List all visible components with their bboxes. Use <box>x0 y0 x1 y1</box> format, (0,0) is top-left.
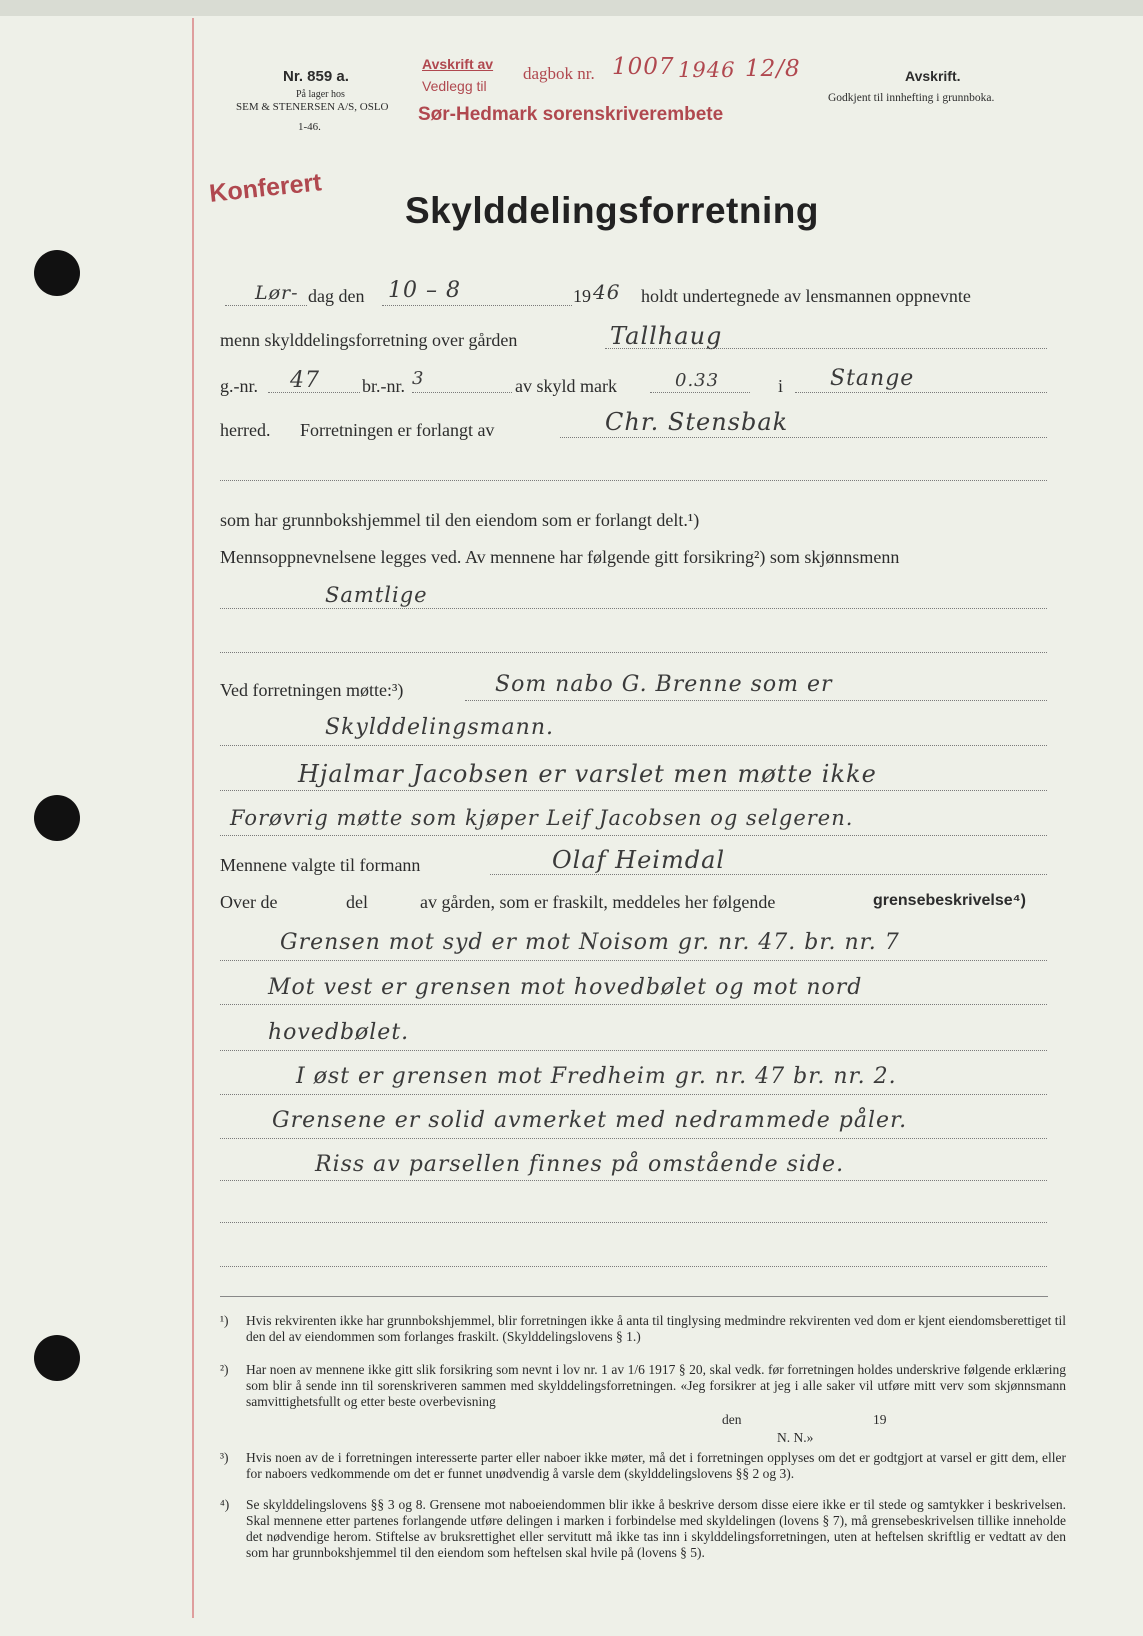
gnr-value: 47 <box>290 368 320 393</box>
label: menn skylddelingsforretning over gården <box>220 330 518 350</box>
day-value: Lør- <box>255 282 299 304</box>
footnote-den: den <box>722 1412 742 1427</box>
footnote-number: ¹) <box>220 1313 229 1328</box>
grense-text: I øst er grensen mot Fredheim gr. nr. 47 br. nr. 2. <box>296 1064 897 1089</box>
publisher-line: På lager hos <box>296 89 345 100</box>
dotted-line <box>220 790 1047 791</box>
stamp-avskrift-av: Avskrift av <box>422 56 494 72</box>
formann-value: Olaf Heimdal <box>552 846 726 874</box>
label-bold: grensebeskrivelse⁴) <box>873 892 1026 909</box>
dotted-line <box>220 480 1047 481</box>
dotted-line <box>465 700 1047 701</box>
punch-hole <box>34 795 80 841</box>
stamp-dagbok: dagbok nr. <box>523 64 595 83</box>
date-value: 10 – 8 <box>388 278 461 303</box>
godkjent-label: Godkjent til innhefting i grunnboka. <box>828 92 995 104</box>
grense-text: hovedbølet. <box>268 1020 410 1045</box>
dotted-line <box>650 392 750 393</box>
footnote-rule <box>220 1296 1048 1297</box>
dotted-line <box>220 1180 1047 1181</box>
footnote-19: 19 <box>873 1412 887 1427</box>
dotted-line <box>412 392 512 393</box>
label: holdt undertegnede av lensmannen oppnevnte <box>641 286 971 306</box>
dotted-line <box>220 835 1047 836</box>
footnote-number: ³) <box>220 1450 229 1465</box>
attendee-text: Forøvrig møtte som kjøper Leif Jacobsen og selgeren. <box>230 806 854 830</box>
stamp-office: Sør-Hedmark sorenskriverembete <box>418 104 724 125</box>
grense-text: Grensene er solid avmerket med nedrammede påler. <box>272 1108 908 1133</box>
punch-hole <box>34 250 80 296</box>
dotted-line <box>220 652 1047 653</box>
label: g.-nr. <box>220 376 258 396</box>
publisher-line: 1-46. <box>298 121 321 133</box>
label: Mennsoppnevnelsene legges ved. Av mennene har følgende gitt forsikring²) som skjønnsmenn <box>220 547 900 567</box>
label: del <box>346 892 368 912</box>
dotted-line <box>560 437 1047 438</box>
dagbok-year: 1946 <box>678 58 736 82</box>
dotted-line <box>795 392 1047 393</box>
punch-hole <box>34 1335 80 1381</box>
garden-value: Tallhaug <box>610 322 723 350</box>
dotted-line <box>220 608 1047 609</box>
label: herred. <box>220 420 271 440</box>
attendee-text: Hjalmar Jacobsen er varslet men møtte ikke <box>298 760 877 788</box>
label: Ved forretningen møtte:³) <box>220 680 404 700</box>
dagbok-date: 12/8 <box>745 56 801 82</box>
brnr-value: 3 <box>412 368 425 389</box>
grense-text: Grensen mot syd er mot Noisom gr. nr. 47. br. nr. 7 <box>280 930 900 955</box>
margin-line <box>192 18 194 1618</box>
dotted-line <box>220 960 1047 961</box>
label: av skyld mark <box>515 376 617 396</box>
dotted-line <box>220 1094 1047 1095</box>
grense-text: Mot vest er grensen mot hovedbølet og mot nord <box>268 975 863 1000</box>
footnote-number: ⁴) <box>220 1497 230 1512</box>
dotted-line <box>382 305 572 306</box>
footnote-text: Hvis rekvirenten ikke har grunnbokshjemmel, blir forretningen ikke å anta til tinglysing medmindre rekvirenten ved dom er kjent eiendomsberettiget til den del av eiendommen som forlanges fraskilt. (Skylddelingslovens § 1.) <box>246 1313 1066 1344</box>
attendee-text: Skylddelingsmann. <box>325 715 554 740</box>
footnote-text: Se skylddelingslovens §§ 3 og 8. Grensene mot naboeiendommen blir ikke å beskrive dersom disse eiere ikke er til stede og samtykker i beskrivelsen. Skal mennene etter partenes forlangende utføre delingen i marken i forbindelse med skyldelingen (lovens § 7), må grensebeskrivelsen tillike inneholde det nødvendige herom. Stiftelse av bruksrettighet eller servitutt må ikke tas inn i skylddelingsforretningen, uten at heftelsen skriftlig er vedtatt av den som har grunnbokshjemmel til den eiendom som heftelsen skal hvile på (lovens § 5). <box>246 1497 1066 1560</box>
label: av gården, som er fraskilt, meddeles her følgende <box>420 892 776 912</box>
label: i <box>778 376 784 396</box>
herred-value: Stange <box>830 366 915 391</box>
document-title: Skylddelingsforretning <box>405 190 819 231</box>
year-value: 46 <box>593 280 621 304</box>
label: Mennene valgte til formann <box>220 855 421 875</box>
dotted-line <box>268 392 360 393</box>
stamp-konferert: Konferert <box>208 168 323 208</box>
form-number: Nr. 859 a. <box>283 68 349 85</box>
label: br.-nr. <box>362 376 405 396</box>
scan-edge <box>0 0 1143 16</box>
footnote-text: Har noen av mennene ikke gitt slik forsikring som nevnt i lov nr. 1 av 1/6 1917 § 20, skal vedk. før forretningen holdes underskrive følgende erklæring som blir å sende inn til sorenskriveren sammen med skylddelingsforretningen. «Jeg forsikrer at jeg i alle saker vil utføre mitt verv som skjønnsmann samvittighetsfullt og etter beste overbevisning <box>246 1362 1066 1409</box>
skjonnsmenn-value: Samtlige <box>325 583 428 607</box>
label: som har grunnbokshjemmel til den eiendom som er forlangt delt.¹) <box>220 510 700 530</box>
dotted-line <box>220 1050 1047 1051</box>
dotted-line <box>225 305 307 306</box>
dotted-line <box>220 1004 1047 1005</box>
label: Forretningen er forlangt av <box>300 420 495 440</box>
label: dag den <box>308 286 365 306</box>
grense-text: Riss av parsellen finnes på omstående side. <box>315 1152 845 1177</box>
attendee-text: Som nabo G. Brenne som er <box>495 672 833 697</box>
forlangt-value: Chr. Stensbak <box>605 408 789 436</box>
avskrift-label: Avskrift. <box>905 68 961 84</box>
dagbok-number: 1007 <box>612 54 675 80</box>
dotted-line <box>605 348 1047 349</box>
dotted-line <box>220 1266 1047 1267</box>
label: Over de <box>220 892 278 912</box>
dotted-line <box>220 1138 1047 1139</box>
skyld-value: 0.33 <box>675 370 720 391</box>
footnote-number: ²) <box>220 1362 229 1377</box>
stamp-vedlegg: Vedlegg til <box>422 78 487 94</box>
dotted-line <box>220 745 1047 746</box>
dotted-line <box>490 874 1047 875</box>
footnote-text: Hvis noen av de i forretningen interesserte parter eller naboer ikke møter, må det i forretningen opplyses om det er godtgjort at varsel er gitt dem, eller for naboers vedkommende om det er funnet unødvendig å varsle dem (skylddelingslovens §§ 2 og 3). <box>246 1450 1066 1481</box>
footnote-nn: N. N.» <box>777 1430 814 1445</box>
publisher-line: SEM & STENERSEN A/S, OSLO <box>236 101 389 113</box>
dotted-line <box>220 1222 1047 1223</box>
label: 19 <box>573 286 591 306</box>
